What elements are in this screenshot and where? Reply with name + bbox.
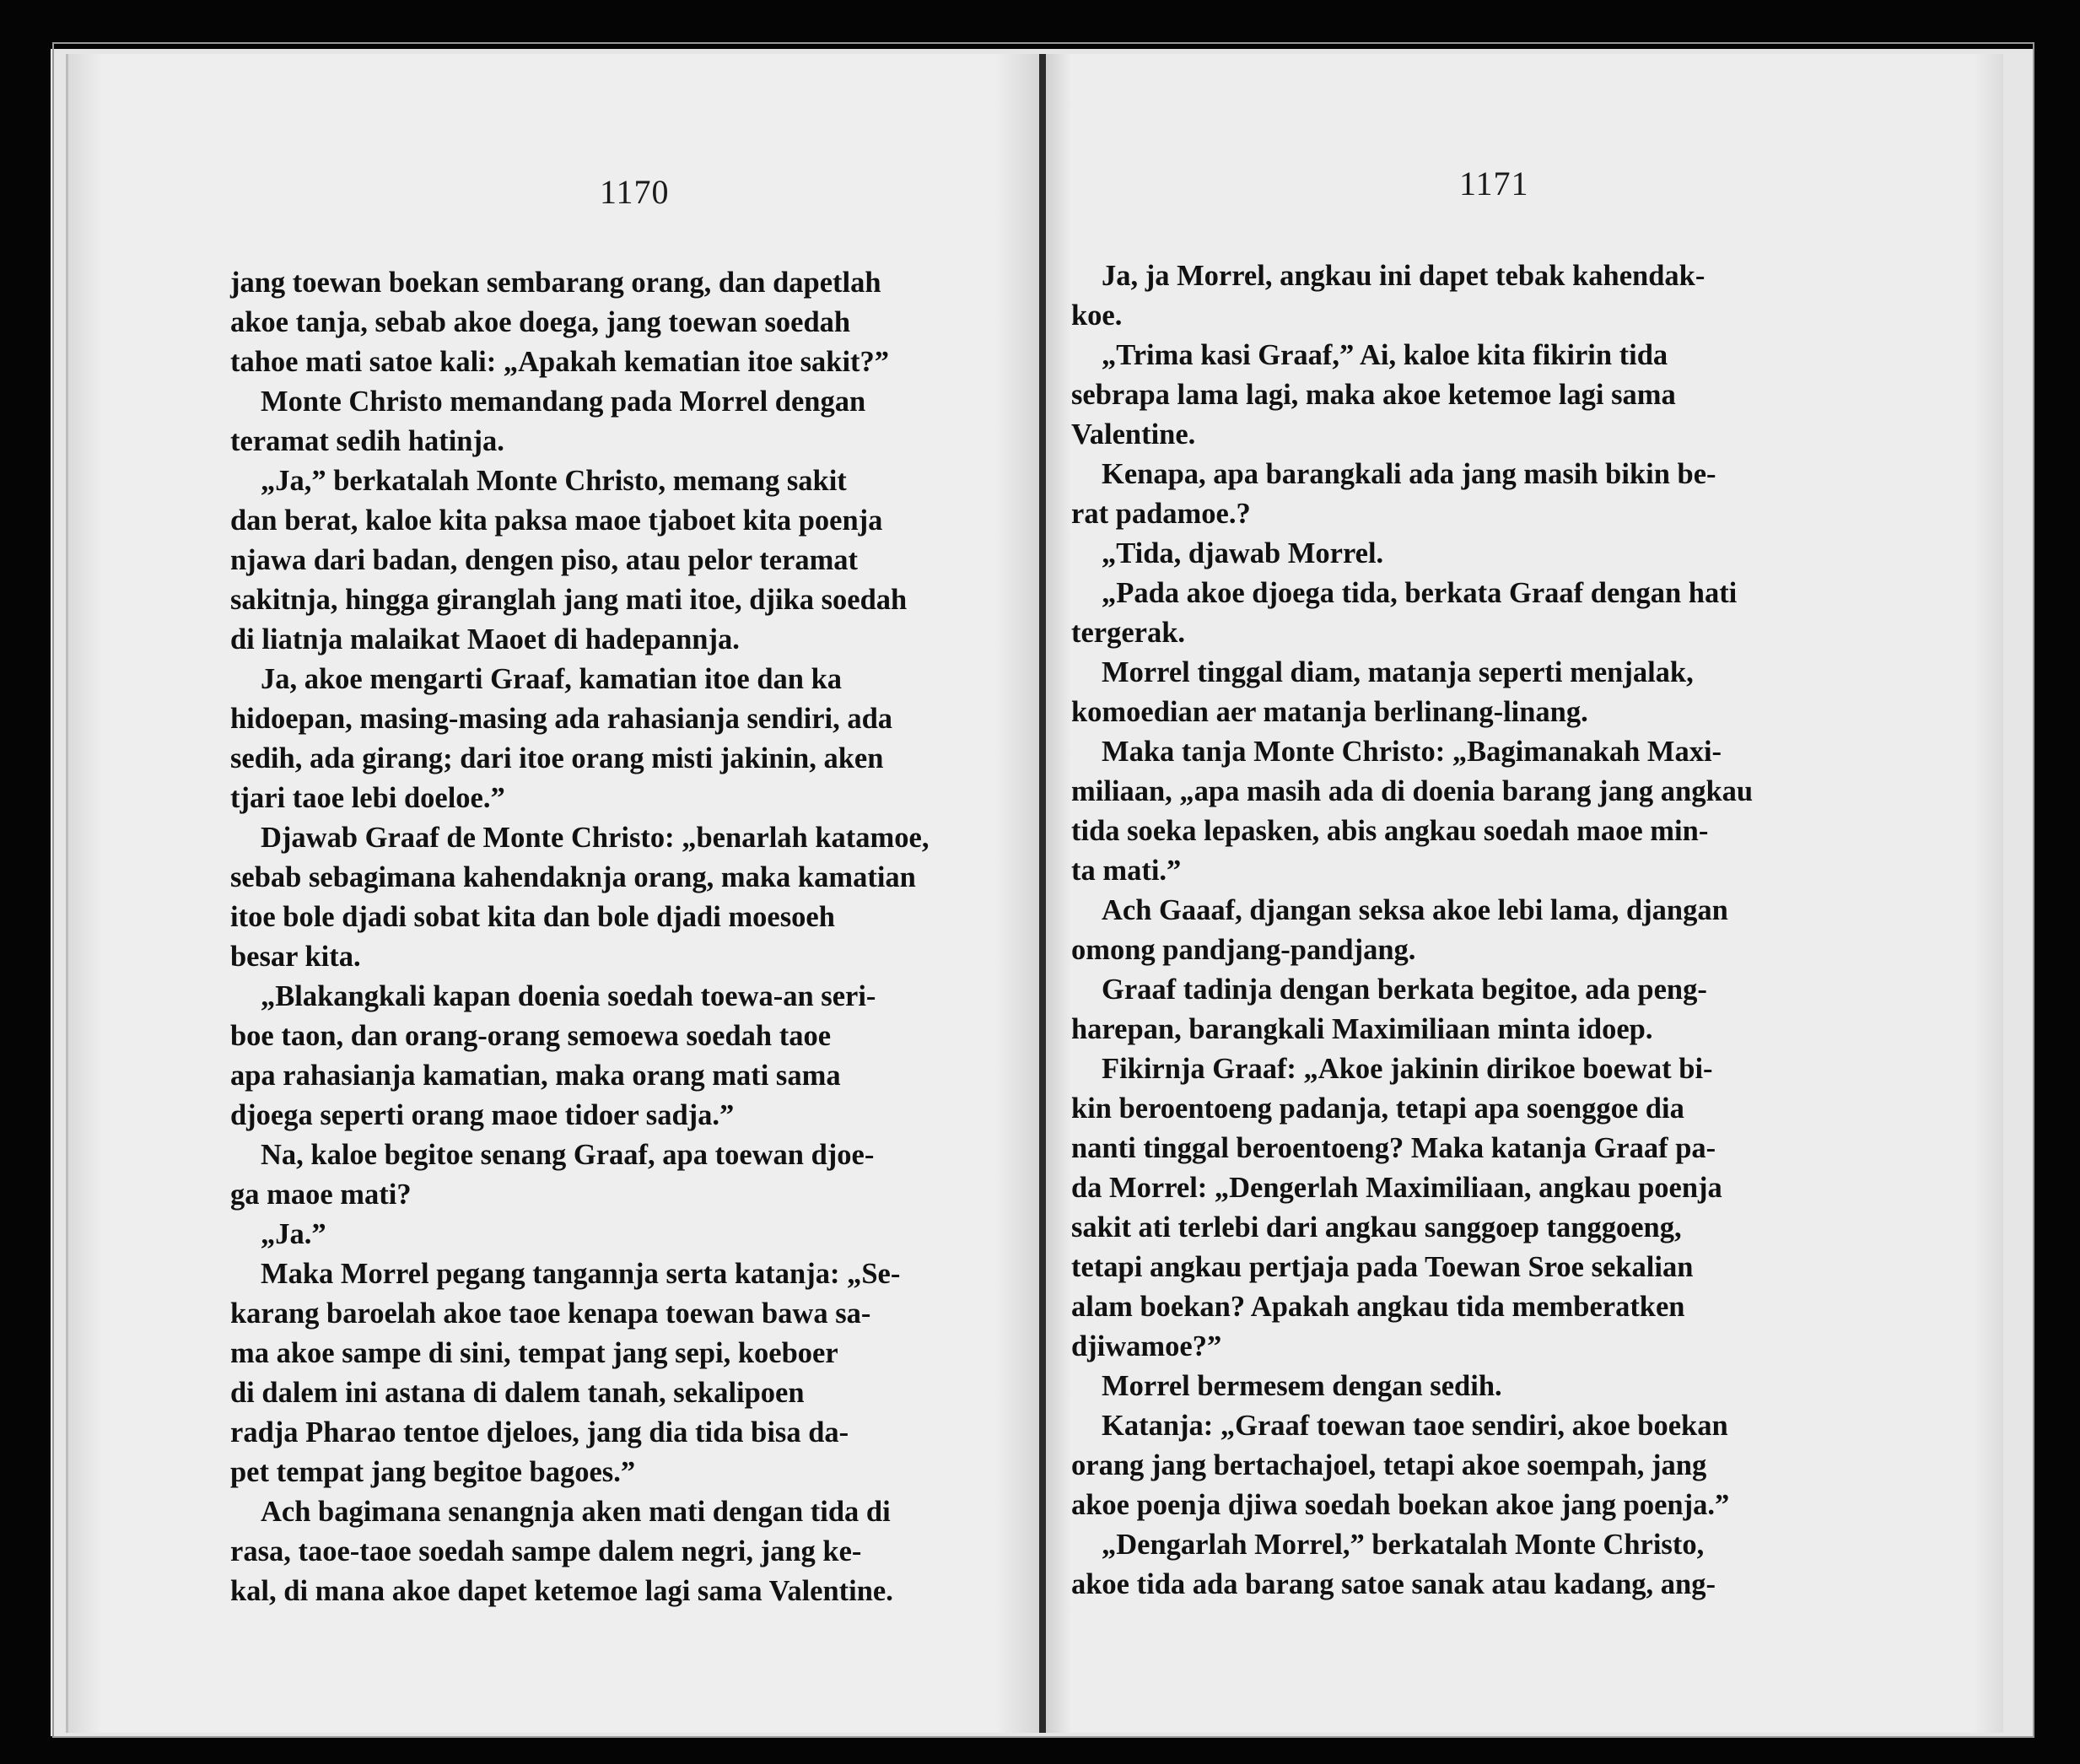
text-line: besar kita.	[230, 941, 361, 973]
text-line: di liatnja malaikat Maoet di hadepannja.	[230, 623, 740, 655]
book-gutter	[1039, 54, 1046, 1733]
text-line: da Morrel: „Dengerlah Maximiliaan, angkau poenja	[1071, 1172, 1722, 1204]
text-line: Fikirnja Graaf: „Akoe jakinin dirikoe boewat bi-	[1102, 1053, 1713, 1085]
text-line: Ja, ja Morrel, angkau ini dapet tebak kahendak-	[1102, 260, 1705, 292]
text-line: apa rahasianja kamatian, maka orang mati sama	[230, 1060, 841, 1092]
text-line: akoe tanja, sebab akoe doega, jang toewan soedah	[230, 306, 851, 338]
text-line: karang baroelah akoe taoe kenapa toewan bawa sa-	[230, 1297, 871, 1330]
left-page-number: 1170	[600, 173, 670, 211]
text-line: tjari taoe lebi doeloe.”	[230, 782, 505, 814]
text-line: „Ja.”	[261, 1218, 326, 1250]
text-line: dan berat, kaloe kita paksa maoe tjaboet kita poenja	[230, 504, 883, 537]
left-page	[66, 54, 1040, 1733]
text-line: pet tempat jang begitoe bagoes.”	[230, 1456, 636, 1488]
text-line: tetapi angkau pertjaja pada Toewan Sroe sekalian	[1071, 1251, 1694, 1283]
text-line: nanti tinggal beroentoeng? Maka katanja Graaf pa-	[1071, 1132, 1716, 1164]
text-line: djoega seperti orang maoe tidoer sadja.”	[230, 1099, 735, 1131]
text-line: sebab sebagimana kahendaknja orang, maka kamatian	[230, 861, 916, 893]
text-line: Ach Gaaaf, djangan seksa akoe lebi lama, djangan	[1102, 894, 1728, 926]
text-line: di dalem ini astana di dalem tanah, sekalipoen	[230, 1377, 805, 1409]
text-line: komoedian aer matanja berlinang-linang.	[1071, 696, 1588, 728]
text-line: kal, di mana akoe dapet ketemoe lagi sama Valentine.	[230, 1575, 893, 1607]
text-line: Morrel tinggal diam, matanja seperti menjalak,	[1102, 656, 1694, 688]
text-line: sakitnja, hingga giranglah jang mati itoe, djika soedah	[230, 584, 908, 616]
text-line: tahoe mati satoe kali: „Apakah kematian itoe sakit?”	[230, 346, 890, 378]
text-line: teramat sedih hatinja.	[230, 425, 504, 457]
text-line: „Dengarlah Morrel,” berkatalah Monte Christo,	[1102, 1529, 1705, 1561]
left-page-text	[230, 263, 1023, 1611]
text-line: Graaf tadinja dengan berkata begitoe, ada peng-	[1102, 974, 1707, 1006]
text-line: Ja, akoe mengarti Graaf, kamatian itoe dan ka	[261, 663, 843, 695]
text-line: jang toewan boekan sembarang orang, dan dapetlah	[230, 267, 881, 299]
text-line: „Pada akoe djoega tida, berkata Graaf dengan hati	[1102, 577, 1738, 609]
text-line: boe taon, dan orang-orang semoewa soedah taoe	[230, 1020, 832, 1052]
text-line: akoe tida ada barang satoe sanak atau kadang, ang-	[1071, 1568, 1716, 1600]
text-line: omong pandjang-pandjang.	[1071, 934, 1416, 966]
text-line: Valentine.	[1071, 418, 1196, 450]
text-line: orang jang bertachajoel, tetapi akoe soempah, jang	[1071, 1449, 1707, 1481]
text-line: akoe poenja djiwa soedah boekan akoe jang poenja.”	[1071, 1489, 1730, 1521]
right-page-number: 1171	[1459, 165, 1529, 202]
text-line: „Trima kasi Graaf,” Ai, kaloe kita fikirin tida	[1102, 339, 1668, 371]
text-line: sebrapa lama lagi, maka akoe ketemoe lagi sama	[1071, 379, 1676, 411]
text-line: rat padamoe.?	[1071, 498, 1251, 530]
text-line: njawa dari badan, dengen piso, atau pelor teramat	[230, 544, 859, 576]
text-line: „Ja,” berkatalah Monte Christo, memang sakit	[261, 465, 847, 497]
text-line: ta mati.”	[1071, 855, 1182, 887]
text-line: miliaan, „apa masih ada di doenia barang jang angkau	[1071, 775, 1754, 807]
text-line: Morrel bermesem dengan sedih.	[1102, 1370, 1502, 1402]
text-line: „Tida, djawab Morrel.	[1102, 537, 1384, 569]
text-line: radja Pharao tentoe djeloes, jang dia tida bisa da-	[230, 1416, 849, 1448]
text-line: tida soeka lepasken, abis angkau soedah maoe min-	[1071, 815, 1709, 847]
text-line: ga maoe mati?	[230, 1179, 412, 1211]
text-line: rasa, taoe-taoe soedah sampe dalem negri, jang ke-	[230, 1535, 862, 1567]
text-line: Maka tanja Monte Christo: „Bagimanakah Maxi-	[1102, 736, 1722, 768]
text-line: Djawab Graaf de Monte Christo: „benarlah katamoe,	[261, 822, 930, 854]
text-line: Kenapa, apa barangkali ada jang masih bikin be-	[1102, 458, 1716, 490]
text-line: harepan, barangkali Maximiliaan minta idoep.	[1071, 1013, 1653, 1045]
text-line: djiwamoe?”	[1071, 1330, 1222, 1362]
text-line: tergerak.	[1071, 617, 1186, 649]
text-line: sedih, ada girang; dari itoe orang misti jakinin, aken	[230, 742, 884, 774]
text-line: Na, kaloe begitoe senang Graaf, apa toewan djoe-	[261, 1139, 875, 1171]
text-line: Katanja: „Graaf toewan taoe sendiri, akoe boekan	[1102, 1410, 1728, 1442]
right-page-text	[1071, 256, 1885, 1605]
text-line: koe.	[1071, 299, 1123, 332]
right-page	[1046, 54, 2003, 1733]
text-line: ma akoe sampe di sini, tempat jang sepi, koeboer	[230, 1337, 838, 1369]
text-line: itoe bole djadi sobat kita dan bole djadi moesoeh	[230, 901, 835, 933]
text-line: „Blakangkali kapan doenia soedah toewa-an seri-	[261, 980, 876, 1012]
text-line: Monte Christo memandang pada Morrel dengan	[261, 386, 866, 418]
text-line: kin beroentoeng padanja, tetapi apa soenggoe dia	[1071, 1092, 1684, 1125]
text-line: Ach bagimana senangnja aken mati dengan tida di	[261, 1496, 891, 1528]
text-line: Maka Morrel pegang tangannja serta katanja: „Se-	[261, 1258, 901, 1290]
text-line: hidoepan, masing-masing ada rahasianja sendiri, ada	[230, 703, 893, 735]
text-line: alam boekan? Apakah angkau tida memberatken	[1071, 1291, 1685, 1323]
text-line: sakit ati terlebi dari angkau sanggoep tanggoeng,	[1071, 1211, 1682, 1243]
